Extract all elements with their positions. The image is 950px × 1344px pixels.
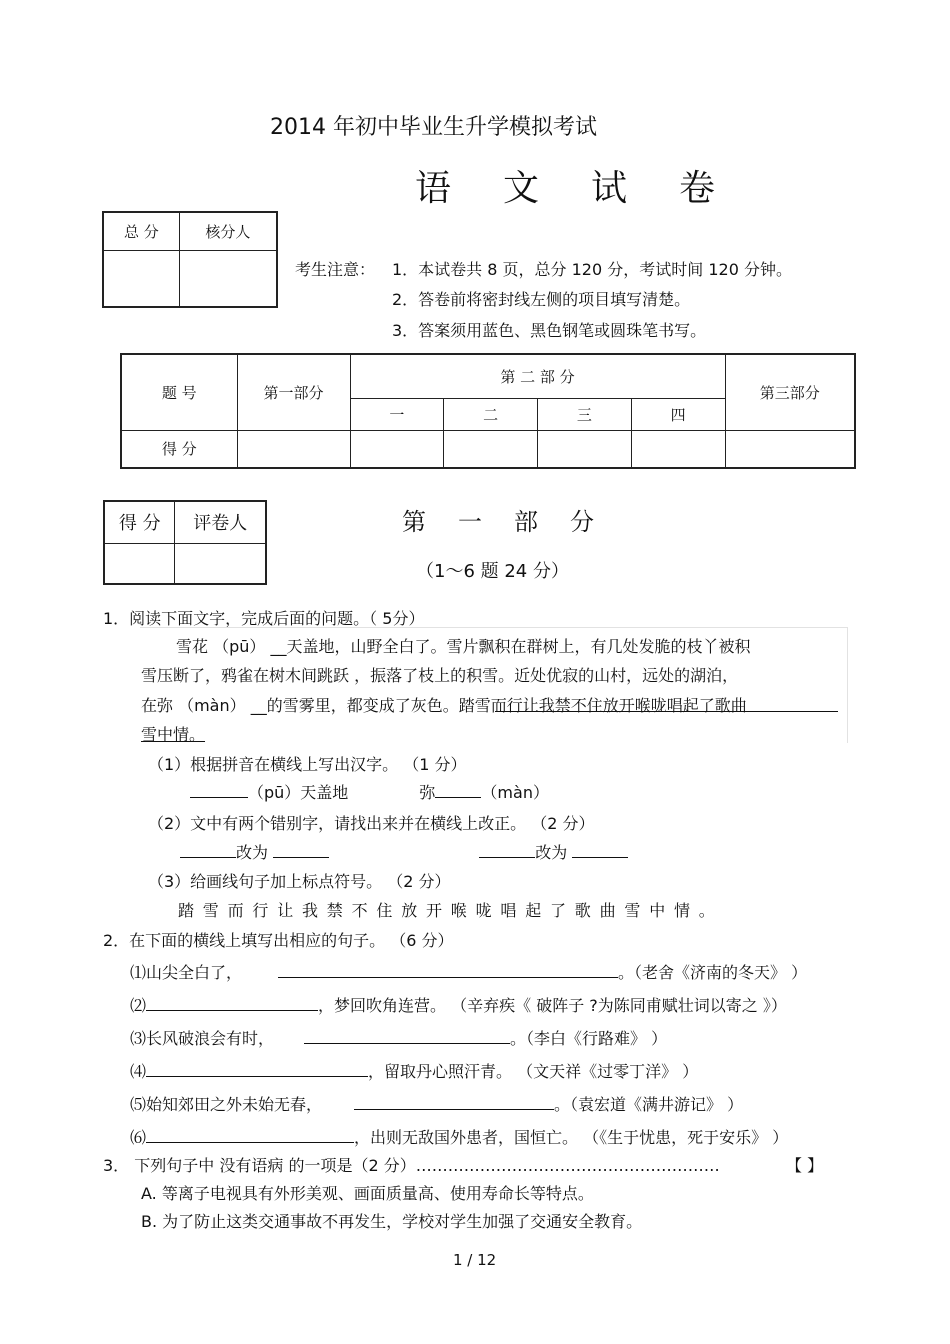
correction-blank-1[interactable] bbox=[273, 844, 329, 858]
grader-name-cell[interactable] bbox=[175, 543, 266, 584]
score-cell-sub3[interactable] bbox=[538, 430, 632, 468]
notice-label: 考生注意： bbox=[295, 260, 376, 279]
q1-sub3: （3）给画线句子加上标点符号。 （2 分） bbox=[148, 872, 451, 891]
q1-sub1-a: （pū）天盖地 bbox=[248, 783, 349, 802]
answer-blank-man[interactable] bbox=[435, 784, 481, 798]
q2-stem: 2．在下面的横线上填写出相应的句子。 （6 分） bbox=[103, 931, 454, 950]
q1-sub3-sentence[interactable]: 踏雪而行让我禁不住放开喉咙唱起了歌曲雪中情。 bbox=[178, 901, 724, 920]
q1-sub2: （2）文中有两个错别字，请找出来并在横线上改正。 （2 分） bbox=[148, 814, 595, 833]
q1-passage-line-2: 雪压断了，鸦雀在树木间跳跃 ，振落了枝上的积雪。近处优寂的山村，远处的湖泊， bbox=[141, 666, 739, 685]
q2-line-1-post: 。（老舍《济南的冬天》 ） bbox=[618, 963, 808, 982]
score-cell-sub2[interactable] bbox=[444, 430, 538, 468]
q1-passage-line-3: 在弥 （màn） __的雪雾里，都变成了灰色。踏雪而行让我禁不住放开喉咙唱起了歌曲 bbox=[141, 696, 747, 715]
total-score-box bbox=[102, 211, 278, 308]
subject-title: 语 文 试 卷 bbox=[415, 168, 724, 209]
q1-stem: 1．阅读下面文字，完成后面的问题。（ 5分） bbox=[103, 609, 425, 628]
typo-blank-2[interactable] bbox=[479, 844, 535, 858]
q2-blank-1[interactable] bbox=[278, 964, 618, 978]
q2-blank-4[interactable] bbox=[146, 1063, 368, 1077]
notice-item-3: 3．答案须用蓝色、黑色钢笔或圆珠笔书写。 bbox=[392, 321, 707, 340]
q2-line-1 bbox=[130, 960, 807, 983]
notice-item-2: 2．答卷前将密封线左侧的项目填写清楚。 bbox=[392, 290, 691, 309]
q2-line-4-post: ，留取丹心照汗青。 （文天祥《过零丁洋》 ） bbox=[368, 1062, 699, 1081]
q2-line-2-pre: ⑵ bbox=[130, 996, 147, 1015]
correction-blank-2[interactable] bbox=[572, 844, 628, 858]
part-two-sub-3: 三 bbox=[538, 398, 632, 430]
grader-box bbox=[103, 500, 267, 585]
q2-line-5 bbox=[130, 1092, 743, 1115]
score-cell-part3[interactable] bbox=[725, 430, 855, 468]
q2-blank-6[interactable] bbox=[146, 1129, 354, 1143]
score-cell-part1[interactable] bbox=[237, 430, 350, 468]
q2-line-5-post: 。（袁宏道《满井游记》 ） bbox=[554, 1095, 744, 1114]
total-score-header: 总 分 bbox=[103, 212, 179, 250]
q2-line-2 bbox=[130, 993, 787, 1016]
q3-answer-bracket[interactable]: 【 】 bbox=[786, 1156, 824, 1175]
q2-line-6-pre: ⑹ bbox=[130, 1128, 147, 1147]
checker-header: 核分人 bbox=[179, 212, 277, 250]
q2-line-6-post: ，出则无敌国外患者，国恒亡。 （《生于忧患，死于安乐》 ） bbox=[354, 1128, 789, 1147]
part-three-header: 第三部分 bbox=[725, 354, 855, 430]
part-two-header: 第 二 部 分 bbox=[350, 354, 725, 398]
q1-sub1-b: 弥 bbox=[419, 783, 436, 802]
q3-option-b[interactable]: B. 为了防止这类交通事故不再发生，学校对学生加强了交通安全教育。 bbox=[141, 1212, 643, 1231]
q2-line-3-post: 。（李白《行路难》 ） bbox=[510, 1029, 668, 1048]
q2-line-5-pre: ⑸始知郊田之外未始无春， bbox=[130, 1095, 323, 1114]
page-number: 1 / 12 bbox=[453, 1251, 497, 1269]
part-two-sub-2: 二 bbox=[444, 398, 538, 430]
q2-blank-2[interactable] bbox=[146, 997, 318, 1011]
q1-sub1-c: （màn） bbox=[481, 783, 549, 802]
q2-line-3-pre: ⑶长风破浪会有时， bbox=[130, 1029, 275, 1048]
q1-sub2-word-1: 改为 bbox=[236, 843, 269, 862]
summary-score-table bbox=[120, 353, 856, 469]
checker-cell[interactable] bbox=[179, 250, 277, 307]
answer-blank-pu[interactable] bbox=[190, 784, 248, 798]
section-title: 第 一 部 分 bbox=[402, 508, 598, 536]
q1-passage-line-4: 雪中情。 bbox=[141, 725, 206, 744]
score-row-label: 得 分 bbox=[121, 430, 237, 468]
part-two-sub-4: 四 bbox=[631, 398, 725, 430]
grader-score-cell[interactable] bbox=[104, 543, 175, 584]
grader-score-header: 得 分 bbox=[104, 501, 175, 543]
total-score-cell[interactable] bbox=[103, 250, 179, 307]
q1-sub2-word-2: 改为 bbox=[535, 843, 568, 862]
score-cell-sub1[interactable] bbox=[350, 430, 444, 468]
q1-sub1: （1）根据拼音在横线上写出汉字。 （1 分） bbox=[148, 755, 467, 774]
q2-line-1-pre: ⑴山尖全白了， bbox=[130, 963, 243, 982]
q1-sub2-answers bbox=[180, 840, 628, 863]
q2-blank-5[interactable] bbox=[354, 1096, 554, 1110]
typo-blank-1[interactable] bbox=[180, 844, 236, 858]
q2-blank-3[interactable] bbox=[304, 1030, 510, 1044]
q2-line-4 bbox=[130, 1059, 698, 1082]
q2-line-6 bbox=[130, 1125, 788, 1148]
score-cell-sub4[interactable] bbox=[631, 430, 725, 468]
grader-name-header: 评卷人 bbox=[175, 501, 266, 543]
q3-stem: 3． 下列句子中 没有语病 的一项是（2 分）………………………………………………… bbox=[103, 1156, 720, 1175]
q3-option-a[interactable]: A. 等离子电视具有外形美观、画面质量高、使用寿命长等特点。 bbox=[141, 1184, 594, 1203]
q2-line-2-post: ，梦回吹角连营。 （辛弃疾《 破阵子 ?为陈同甫赋壮词以寄之 》） bbox=[318, 996, 787, 1015]
exam-title: 2014 年初中毕业生升学模拟考试 bbox=[270, 115, 597, 140]
part-two-sub-1: 一 bbox=[350, 398, 444, 430]
q1-passage-line-1: 雪花 （pū） __天盖地，山野全白了。雪片飘积在群树上，有几处发脆的枝丫被积 bbox=[176, 637, 751, 656]
part-one-header: 第一部分 bbox=[237, 354, 350, 430]
q1-sub1-answers bbox=[190, 780, 549, 803]
q2-line-4-pre: ⑷ bbox=[130, 1062, 147, 1081]
q1-passage-underline bbox=[495, 711, 838, 712]
question-number-header: 题 号 bbox=[121, 354, 237, 430]
notice-item-1: 1．本试卷共 8 页，总分 120 分，考试时间 120 分钟。 bbox=[392, 260, 792, 279]
q2-line-3 bbox=[130, 1026, 667, 1049]
section-subtitle: （1～6 题 24 分） bbox=[416, 561, 569, 582]
